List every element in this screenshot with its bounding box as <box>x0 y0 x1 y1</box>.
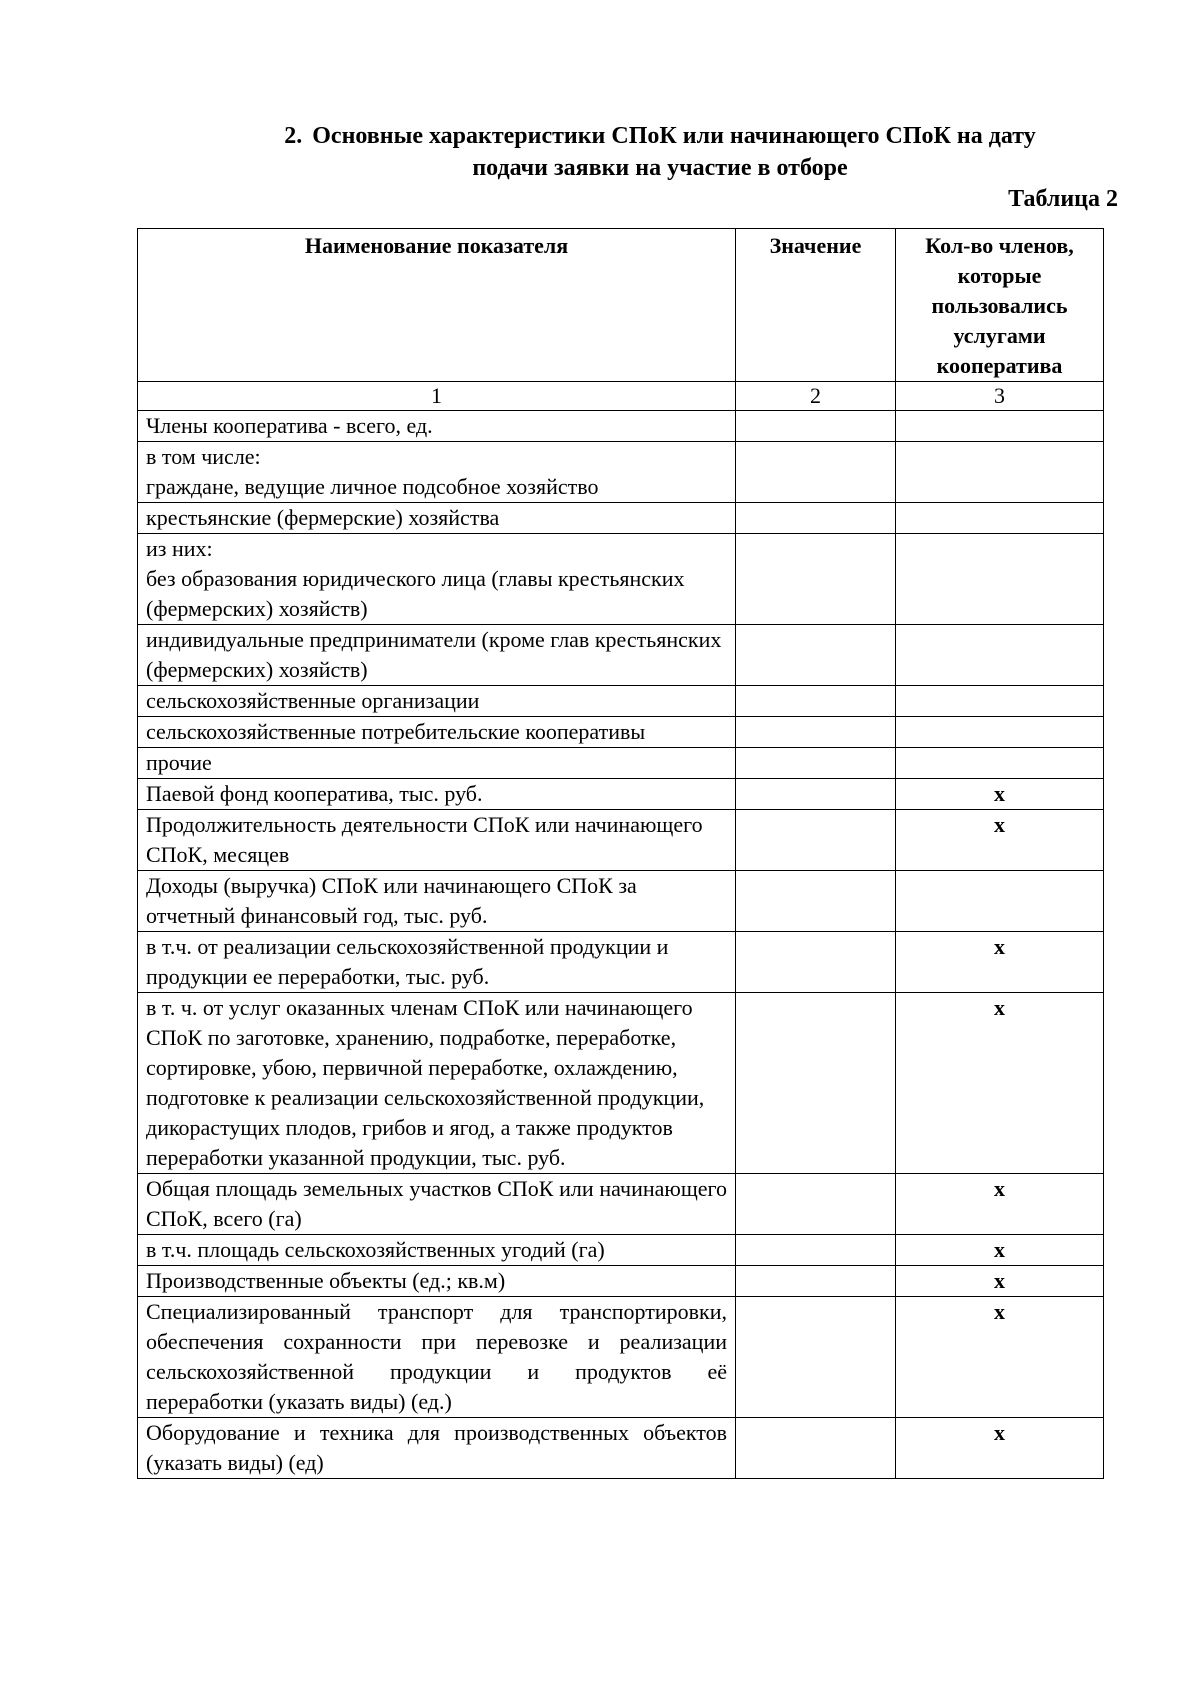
members-count-cell[interactable]: x <box>896 1174 1104 1235</box>
table-row <box>138 810 1104 871</box>
members-count-cell[interactable]: x <box>896 1418 1104 1479</box>
members-count-cell[interactable]: x <box>896 1235 1104 1266</box>
section-number: 2. <box>284 123 303 149</box>
value-cell[interactable] <box>736 810 896 871</box>
characteristics-table <box>137 228 1104 1479</box>
members-count-cell[interactable] <box>896 442 1104 503</box>
value-cell[interactable] <box>736 503 896 534</box>
indicator-name-cell: Производственные объекты (ед.; кв.м) <box>138 1266 736 1297</box>
indicator-name-cell: в том числе: граждане, ведущие личное подсобное хозяйство <box>138 442 736 503</box>
table-row <box>138 1266 1104 1297</box>
value-cell[interactable] <box>736 686 896 717</box>
value-cell[interactable] <box>736 871 896 932</box>
heading-text-1: Основные характеристики СПоК или начинающего СПоК на дату <box>312 123 1036 149</box>
table-row <box>138 871 1104 932</box>
indicator-name-cell: из них: без образования юридического лица (главы крестьянских (фермерских) хозяйств) <box>138 534 736 625</box>
value-cell[interactable] <box>736 534 896 625</box>
value-cell[interactable] <box>736 717 896 748</box>
table-caption: Таблица 2 <box>1008 186 1118 212</box>
value-cell[interactable] <box>736 779 896 810</box>
indicator-name-cell: Оборудование и техника для производственных объектов (указать виды) (ед) <box>138 1418 736 1479</box>
value-cell[interactable] <box>736 1266 896 1297</box>
column-number-row <box>138 382 1104 411</box>
indicator-name-cell: сельскохозяйственные организации <box>138 686 736 717</box>
value-cell[interactable] <box>736 1297 896 1418</box>
value-cell[interactable] <box>736 993 896 1174</box>
value-cell[interactable] <box>736 932 896 993</box>
members-count-cell[interactable]: x <box>896 1266 1104 1297</box>
table-row <box>138 779 1104 810</box>
members-count-cell[interactable]: x <box>896 810 1104 871</box>
table-row <box>138 503 1104 534</box>
members-count-cell[interactable] <box>896 686 1104 717</box>
indicator-name-cell: в т.ч. площадь сельскохозяйственных угодий (га) <box>138 1235 736 1266</box>
header-row <box>138 229 1104 382</box>
table-row <box>138 442 1104 503</box>
column-number-2: 2 <box>736 382 896 411</box>
value-cell[interactable] <box>736 748 896 779</box>
indicator-name-cell: Паевой фонд кооператива, тыс. руб. <box>138 779 736 810</box>
header-value: Значение <box>736 229 896 382</box>
indicator-name-cell: Специализированный транспорт для транспортировки, обеспечения сохранности при перевозке и реализации сельскохозяйственной продукции и продуктов её переработки (указать виды) (ед.) <box>138 1297 736 1418</box>
header-members-count: Кол-во членов, которые пользовались услугами кооператива <box>896 229 1104 382</box>
table-row <box>138 686 1104 717</box>
members-count-cell[interactable]: x <box>896 779 1104 810</box>
members-count-cell[interactable] <box>896 625 1104 686</box>
table-row <box>138 993 1104 1174</box>
members-count-cell[interactable]: x <box>896 932 1104 993</box>
members-count-cell[interactable] <box>896 717 1104 748</box>
value-cell[interactable] <box>736 625 896 686</box>
table-row <box>138 625 1104 686</box>
table-row <box>138 411 1104 442</box>
indicator-name-cell: в т.ч. от реализации сельскохозяйственной продукции и продукции ее переработки, тыс. руб. <box>138 932 736 993</box>
indicator-name-cell: прочие <box>138 748 736 779</box>
indicator-name-cell: Продолжительность деятельности СПоК или начинающего СПоК, месяцев <box>138 810 736 871</box>
header-indicator-name: Наименование показателя <box>138 229 736 382</box>
table-row <box>138 1235 1104 1266</box>
indicator-name-cell: крестьянские (фермерские) хозяйства <box>138 503 736 534</box>
table-body <box>138 411 1104 1479</box>
members-count-cell[interactable] <box>896 411 1104 442</box>
indicator-name-cell: Доходы (выручка) СПоК или начинающего СПоК за отчетный финансовый год, тыс. руб. <box>138 871 736 932</box>
indicator-name-cell: в т. ч. от услуг оказанных членам СПоК или начинающего СПоК по заготовке, хранению, подработке, переработке, сортировке, убою, первичной переработке, охлаждению, подготовке к реализации сельскохозяйственной продукции, дикорастущих плодов, грибов и ягод, а также продуктов переработки указанной продукции, тыс. руб. <box>138 993 736 1174</box>
indicator-name-cell: Общая площадь земельных участков СПоК или начинающего СПоК, всего (га) <box>138 1174 736 1235</box>
table-row <box>138 932 1104 993</box>
value-cell[interactable] <box>736 1235 896 1266</box>
table-row <box>138 1174 1104 1235</box>
members-count-cell[interactable] <box>896 534 1104 625</box>
table-row <box>138 534 1104 625</box>
members-count-cell[interactable] <box>896 503 1104 534</box>
table-row <box>138 1418 1104 1479</box>
table-row <box>138 717 1104 748</box>
section-heading <box>200 120 1120 184</box>
members-count-cell[interactable] <box>896 748 1104 779</box>
heading-line-2: подачи заявки на участие в отборе <box>472 155 848 181</box>
members-count-cell[interactable]: x <box>896 993 1104 1174</box>
value-cell[interactable] <box>736 442 896 503</box>
members-count-cell[interactable] <box>896 871 1104 932</box>
value-cell[interactable] <box>736 411 896 442</box>
column-number-1: 1 <box>138 382 736 411</box>
column-number-3: 3 <box>896 382 1104 411</box>
members-count-cell[interactable]: x <box>896 1297 1104 1418</box>
indicator-name-cell: индивидуальные предприниматели (кроме глав крестьянских (фермерских) хозяйств) <box>138 625 736 686</box>
table-row <box>138 1297 1104 1418</box>
indicator-name-cell: сельскохозяйственные потребительские кооперативы <box>138 717 736 748</box>
table-row <box>138 748 1104 779</box>
heading-line-1 <box>200 120 1120 152</box>
indicator-name-cell: Члены кооператива - всего, ед. <box>138 411 736 442</box>
value-cell[interactable] <box>736 1174 896 1235</box>
value-cell[interactable] <box>736 1418 896 1479</box>
